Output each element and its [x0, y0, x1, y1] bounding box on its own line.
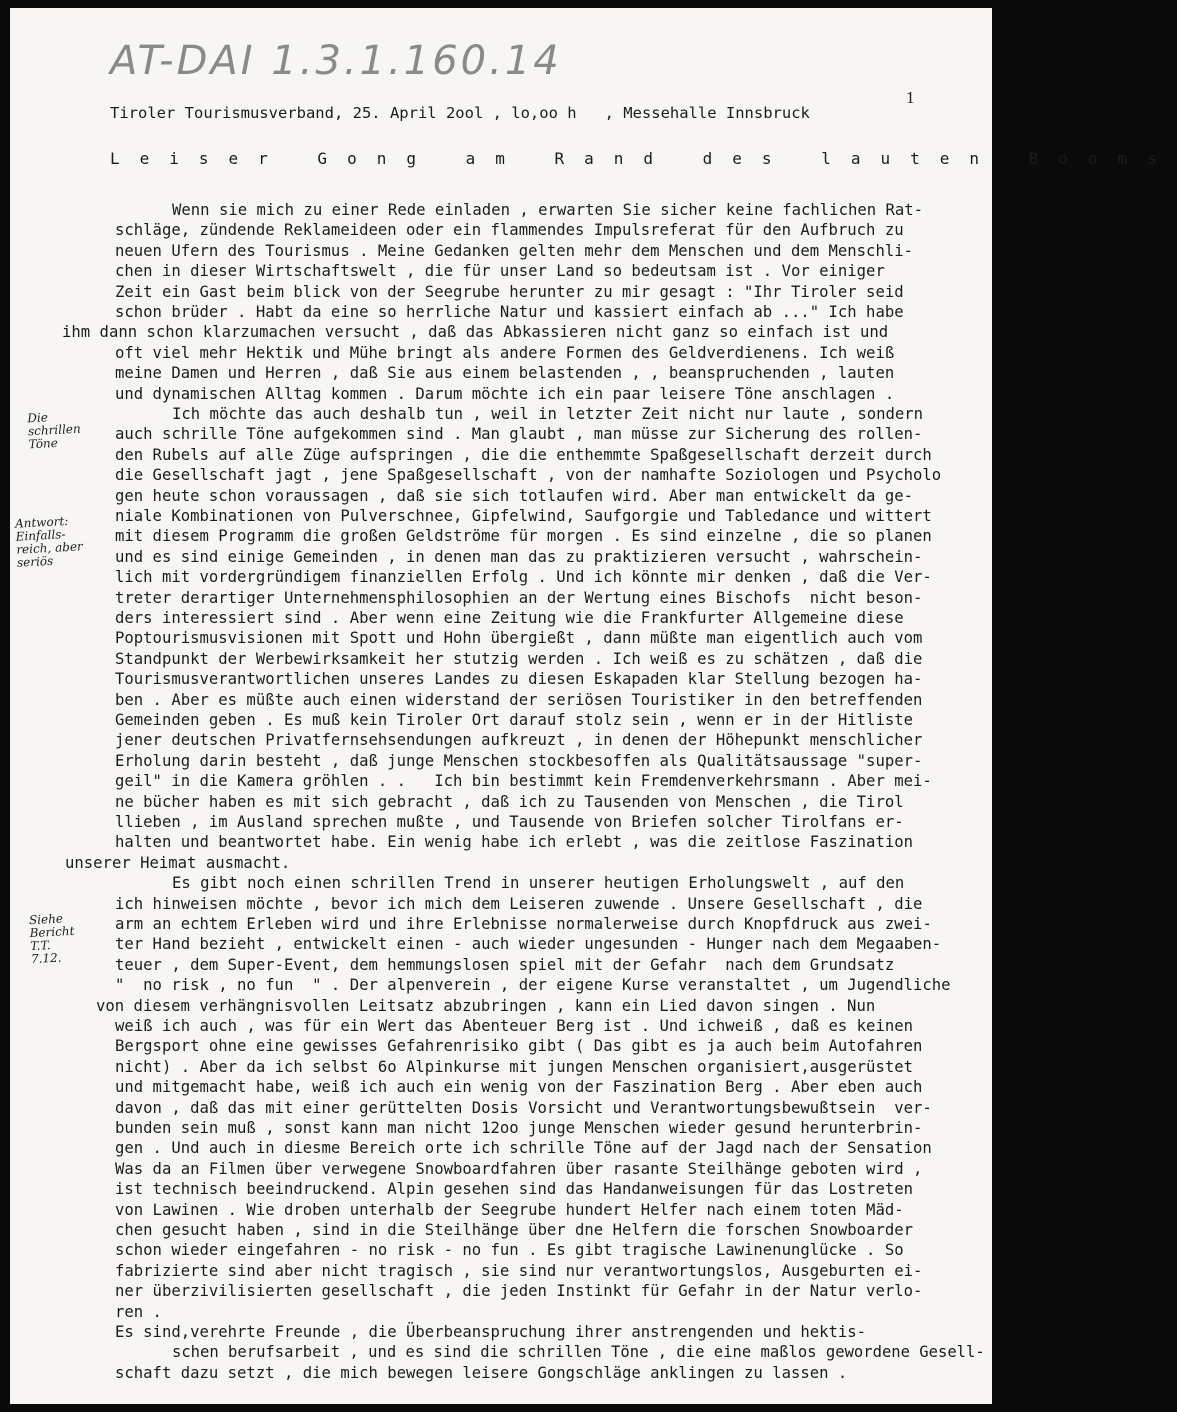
- text-line: ich hinweisen möchte , bevor ich mich dem Leiseren zuwende . Unsere Gesellschaft , die: [115, 894, 923, 913]
- text-line: auch schrille Töne aufgekommen sind . Man glaubt , man müsse zur Sicherung des rollen-: [115, 425, 923, 444]
- text-line: Gemeinden geben . Es muß kein Tiroler Ort darauf stolz sein , wenn er in der Hitliste: [115, 711, 913, 729]
- text-line: ter Hand bezieht , entwickelt einen - auch wieder ungesunden - Hunger nach dem Megaaben-: [115, 935, 942, 954]
- text-line: " no risk , no fun " . Der alpenverein , der eigene Kurse veranstaltet , um Jugendliche: [115, 976, 951, 995]
- text-line: jener deutschen Privatfernsehsendungen aufkreuzt , in denen der Höhepunkt menschlicher: [115, 731, 923, 750]
- margin-note: Die schrillen Töne: [26, 410, 81, 452]
- text-line: niale Kombinationen von Pulverschnee, Gipfelwind, Saufgorgie und Tabledance und wittert: [115, 507, 932, 525]
- text-line: ner überzivilisierten gesellschaft , die jeden Instinkt für Gefahr in der Natur verlo-: [115, 1282, 923, 1301]
- text-line: neuen Ufern des Tourismus . Meine Gedanken gelten mehr dem Menschen und dem Menschli-: [115, 241, 913, 260]
- margin-note: Antwort: Einfalls- reich, aber seriös: [14, 513, 84, 570]
- text-line: schaft dazu setzt , die mich bewegen leisere Gongschläge anklingen zu lassen .: [115, 1363, 848, 1382]
- text-line: Zeit ein Gast beim blick von der Seegrube herunter zu mir gesagt : "Ihr Tiroler seid: [115, 282, 904, 301]
- text-line: gen heute schon voraussagen , daß sie sich totlaufen wird. Aber man entwickelt da ge-: [115, 486, 913, 505]
- text-line: llieben , im Ausland sprechen mußte , und Tausende von Briefen solcher Tirolfans er-: [115, 813, 904, 831]
- text-line: schen berufsarbeit , und es sind die schrillen Töne , die eine maßlos gewordene Gesell-: [172, 1343, 985, 1362]
- text-line: und es sind einige Gemeinden , in denen man das zu praktizieren versucht , wahrschein-: [115, 547, 923, 566]
- text-line: nicht) . Aber da ich selbst 6o Alpinkurse mit jungen Menschen organisiert,ausgerüstet: [115, 1057, 913, 1076]
- text-line: schon brüder . Habt da eine so herrliche Natur und kassiert einfach ab ..." Ich habe: [115, 303, 904, 321]
- text-line: Es gibt noch einen schrillen Trend in unserer heutigen Erholungswelt , auf den: [172, 874, 905, 893]
- document-page: [10, 8, 1177, 1404]
- text-line: schläge, zündende Reklameideen oder ein flammendes Impulsreferat für den Aufbruch zu: [115, 221, 904, 240]
- text-line: Standpunkt der Werbewirksamkeit her stutzig werden . Ich weiß es zu schätzen , daß die: [115, 649, 923, 668]
- text-line: Poptourismusvisionen mit Spott und Hohn übergießt , dann müßte man eigentlich auch vom: [115, 629, 923, 648]
- text-line: den Rubels auf alle Züge aufspringen , die die enthemmte Spaßgesellschaft derzeit durch: [115, 445, 932, 464]
- text-line: chen in dieser Wirtschaftswelt , die für unser Land so bedeutsam ist . Vor einiger: [115, 262, 885, 281]
- text-line: teuer , dem Super-Event, dem hemmungslosen spiel mit der Gefahr nach dem Grundsatz: [115, 955, 895, 974]
- text-line: gen . Und auch in diesme Bereich orte ich schrille Töne auf der Jagd nach der Sensation: [115, 1139, 932, 1158]
- text-line: und dynamischen Alltag kommen . Darum möchte ich ein paar leisere Töne anschlagen .: [115, 384, 895, 403]
- text-line: lich mit vordergründigem finanziellen Erfolg . Und ich könnte mir denken , daß die Ver-: [115, 568, 932, 587]
- text-line: Bergsport ohne eine gewisses Gefahrenrisiko gibt ( Das gibt es ja auch beim Autofahren: [115, 1037, 923, 1056]
- text-line: halten und beantwortet habe. Ein wenig habe ich erlebt , was die zeitlose Faszination: [115, 833, 913, 852]
- text-line: treter derartiger Unternehmensphilosophien an der Wertung eines Bischofs nicht beson-: [115, 588, 923, 607]
- text-line: fabrizierte sind aber nicht tragisch , sie sind nur verantwortungslos, Ausgeburten ei-: [115, 1261, 923, 1280]
- text-line: von Lawinen . Wie droben unterhalb der Seegrube hundert Helfer nach einem toten Mäd-: [115, 1200, 904, 1219]
- body-text: [10, 8, 992, 1404]
- text-line: ren .: [115, 1302, 162, 1321]
- text-line: arm an echtem Erleben wird und ihre Erlebnisse normalerweise durch Knopfdruck aus zwei-: [115, 915, 932, 933]
- text-line: bunden sein muß , sonst kann man nicht 12oo junge Menschen wieder gesund herunterbrin-: [115, 1119, 923, 1137]
- text-line: schon wieder eingefahren - no risk - no fun . Es gibt tragische Lawinenunglücke . So: [115, 1241, 904, 1260]
- text-line: weiß ich auch , was für ein Wert das Abenteuer Berg ist . Und ichweiß , daß es keinen: [115, 1017, 913, 1035]
- text-line: die Gesellschaft jagt , jene Spaßgesellschaft , von der namhafte Soziologen und Psycholo: [115, 466, 942, 485]
- text-line: Es sind,verehrte Freunde , die Überbeanspruchung ihrer anstrengenden und hektis-: [115, 1323, 867, 1341]
- text-line: Tourismusverantwortlichen unseres Landes zu diesen Eskapaden klar Stellung bezogen ha-: [115, 670, 923, 689]
- document-title: Leiser Gong am Rand des lauten Booms: [110, 149, 1177, 168]
- text-line: ihm dann schon klarzumachen versucht , daß das Abkassieren nicht ganz so einfach ist und: [62, 323, 889, 342]
- margin-note: Siehe Bericht T.T. 7.12.: [28, 911, 75, 967]
- document-header: Tiroler Tourismusverband, 25. April 2ool , lo,oo h , Messehalle Innsbruck: [110, 104, 810, 122]
- text-line: oft viel mehr Hektik und Mühe bringt als andere Formen des Geldverdienens. Ich weiß: [115, 343, 895, 362]
- text-line: mit diesem Programm die großen Geldströme für morgen . Es sind einzelne , die so planen: [115, 527, 932, 546]
- text-line: geil" in die Kamera gröhlen . . Ich bin bestimmt kein Fremdenverkehrsmann . Aber mei-: [115, 772, 932, 791]
- text-line: Was da an Filmen über verwegene Snowboardfahren über rasante Steilhänge geboten wird ,: [115, 1159, 923, 1178]
- text-line: ders interessiert sind . Aber wenn eine Zeitung wie die Frankfurter Allgemeine diese: [115, 609, 904, 627]
- archive-reference: AT-DAI 1.3.1.160.14: [110, 38, 562, 84]
- text-line: ben . Aber es müßte auch einen widerstand der seriösen Touristiker in den betreffenden: [115, 690, 923, 709]
- text-line: Wenn sie mich zu einer Rede einladen , erwarten Sie sicher keine fachlichen Rat-: [172, 201, 924, 219]
- text-line: unserer Heimat ausmacht.: [65, 853, 291, 872]
- text-line: meine Damen und Herren , daß Sie aus einem belastenden , , beanspruchenden , lauten: [115, 364, 895, 383]
- text-line: ne bücher haben es mit sich gebracht , daß ich zu Tausenden von Menschen , die Tirol: [115, 792, 904, 811]
- text-line: Ich möchte das auch deshalb tun , weil in letzter Zeit nicht nur laute , sondern: [172, 405, 924, 423]
- page-number: 1: [906, 88, 915, 107]
- text-line: Erholung darin besteht , daß junge Menschen stockbesoffen als Qualitätsaussage "super-: [115, 751, 923, 770]
- text-line: ist technisch beeindruckend. Alpin gesehen sind das Handanweisungen für das Lostreten: [115, 1180, 913, 1199]
- text-line: davon , daß das mit einer gerüttelten Dosis Vorsicht und Verantwortungsbewußtsein ver-: [115, 1098, 932, 1117]
- text-line: von diesem verhängnisvollen Leitsatz abzubringen , kann ein Lied davon singen . Nun: [96, 996, 876, 1015]
- text-line: und mitgemacht habe, weiß ich auch ein wenig von der Faszination Berg . Aber eben auch: [115, 1078, 923, 1097]
- text-line: chen gesucht haben , sind in die Steilhänge über dne Helfern die forschen Snowboarder: [115, 1221, 913, 1239]
